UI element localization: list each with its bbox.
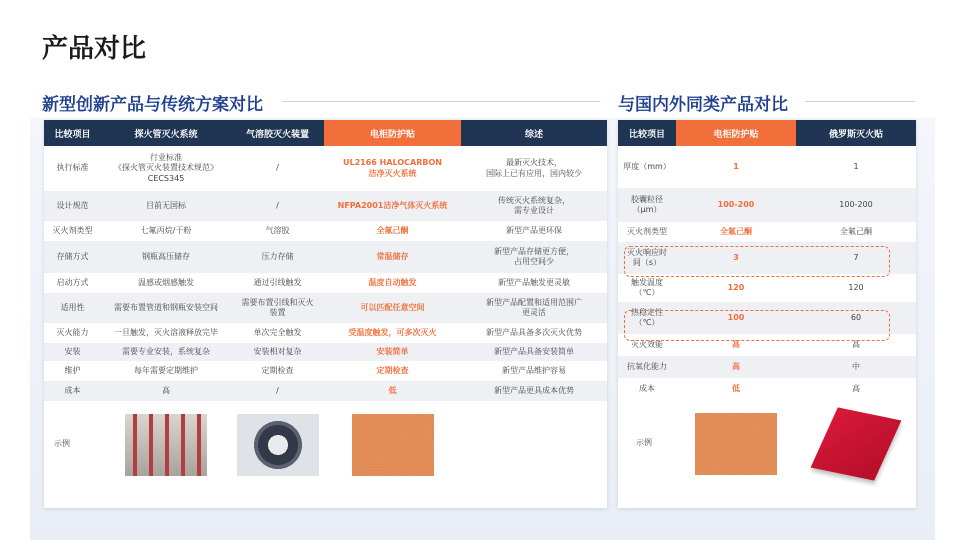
table-row [618,222,916,242]
table-cell: 需要布置管道和钢瓶安装空间 [101,293,231,323]
table-cell: 60 [796,302,916,334]
highlight-cell: 1 [733,161,739,171]
row-label-cell: 灭火效能 [631,339,663,349]
header-cell: 比较项目 [44,120,101,146]
table-cell: 定期检查 [261,365,294,375]
table-cell: 气溶胶 [265,225,290,235]
right-title-divider [805,101,915,102]
table-row [618,146,916,188]
table-cell: 安装相对复杂 [231,343,324,361]
table-header-row [44,120,607,146]
table-cell: 高 [101,381,231,401]
table-header-row [618,120,916,146]
table-cell: 新型产品触发更灵敏 [498,277,570,287]
table-cell: 需要布置引线和灭火 装置 [231,293,324,323]
row-label-cell: 灭火响应时 间（s） [618,242,676,274]
table-row [618,378,916,400]
table-cell: 最新灭火技术， 国际上已有应用，国内较少 [486,158,582,178]
row-label-cell: 维护 [64,365,81,375]
table-cell: 中 [796,356,916,378]
header-cell: 比较项目 [618,120,676,146]
highlight-cell: 高 [676,356,796,378]
row-label-cell: 胶囊粒径 （μm） [618,188,676,222]
cabinet-patch-image [695,413,777,475]
right-section-title: 与国内外同类产品对比 [618,95,788,115]
table-row [618,188,916,222]
aerosol-device-image [237,414,319,476]
table-row [44,361,607,381]
table-cell: 全氟己酮 [840,226,872,236]
table-row [618,274,916,302]
example-label: 示例 [54,439,70,449]
left-comparison-panel [44,120,607,508]
highlight-cell: 全氟己酮 [720,226,752,236]
example-row [44,401,607,488]
table-row [44,191,607,221]
highlight-cell: 低 [324,381,461,401]
row-label-cell: 成本 [44,381,101,401]
example-row [618,400,916,487]
row-label-cell: 适用性 [44,293,101,323]
table-cell: 需要专业安装，系统复杂 [101,343,231,361]
right-comparison-table [618,120,916,487]
row-label-cell: 热稳定性 （℃） [618,302,676,334]
highlight-cell: 120 [727,282,745,292]
row-label-cell: 启动方式 [56,277,89,287]
table-cell: 温感或烟感触发 [138,277,194,287]
left-title-divider [282,101,600,102]
header-cell-highlight: 电柜防护贴 [676,120,796,146]
highlight-box-thermal-stability [624,310,890,341]
highlight-cell: 100 [676,302,796,334]
row-label-cell: 触发温度 （℃） [631,277,663,297]
russian-fire-patch-image [811,407,902,480]
table-row [44,273,607,293]
table-cell: 行业标准 《探火管灭火装置技术规范》 CECS345 [114,152,218,183]
row-label-cell: 灭火剂类型 [627,226,667,236]
table-cell: / [231,191,324,221]
highlight-cell: 全氟己酮 [376,225,409,235]
table-row [44,241,607,273]
table-row [44,381,607,401]
row-label-cell: 安装 [44,343,101,361]
table-cell: 压力存储 [231,241,324,273]
highlight-cell: 温度自动触发 [368,277,417,287]
table-cell: 单次完全触发 [253,327,302,337]
highlight-cell: 3 [676,242,796,274]
row-label-cell: 成本 [639,383,655,393]
table-row [618,356,916,378]
table-cell: 120 [848,282,864,292]
highlight-cell: 安装简单 [324,343,461,361]
table-cell: / [231,381,324,401]
header-cell: 气溶胶灭火装置 [231,120,324,146]
row-label-cell: 灭火剂类型 [52,225,93,235]
row-label-cell: 设计规范 [44,191,101,221]
row-label-cell: 抗氧化能力 [618,356,676,378]
header-cell: 综述 [461,120,607,146]
table-cell: 目前无国标 [101,191,231,221]
highlight-cell: 可以匹配任意空间 [324,293,461,323]
table-cell: 高 [852,383,860,393]
header-cell-highlight: 电柜防护贴 [324,120,461,146]
highlight-cell: 定期检查 [376,365,409,375]
table-cell: 100-200 [796,188,916,222]
table-cell: 高 [852,339,860,349]
highlight-cell: NFPA2001洁净气体灭火系统 [324,191,461,221]
table-row [44,221,607,241]
highlight-cell: 受温度触发，可多次灭火 [348,327,437,337]
table-cell: 新型产品维护容易 [502,365,566,375]
header-cell: 探火管灭火系统 [101,120,231,146]
highlight-box-response-time [624,246,890,277]
table-cell: 1 [853,161,859,171]
table-cell: 新型产品配置和适用范围广 更灵活 [461,293,607,323]
table-cell: / [276,163,279,173]
cabinet-patch-image [352,414,434,476]
table-cell: 新型产品更具成本优势 [461,381,607,401]
row-label-cell: 执行标准 [56,163,89,173]
row-label-cell: 灭火能力 [56,327,89,337]
header-cell: 俄罗斯灭火贴 [796,120,916,146]
table-cell: 传统灭火系统复杂， 需专业设计 [461,191,607,221]
table-row [44,343,607,361]
page-title: 产品对比 [42,34,147,64]
fire-pipe-system-image [125,414,207,476]
table-cell: 新型产品具备多次灭火优势 [486,327,582,337]
table-cell: 新型产品存储更方便， 占用空间少 [461,241,607,273]
highlight-cell: UL2166 HALOCARBON 洁净灭火系统 [343,158,442,178]
table-cell: 7 [796,242,916,274]
left-comparison-table [44,120,607,488]
table-cell: 新型产品更环保 [506,225,562,235]
highlight-cell: 100-200 [676,188,796,222]
table-cell: 七氟丙烷/干粉 [140,225,192,235]
table-cell: 每年需要定期维护 [134,365,198,375]
table-row [44,146,607,191]
table-row [44,293,607,323]
left-section-title: 新型创新产品与传统方案对比 [42,95,263,115]
highlight-cell: 常温储存 [324,241,461,273]
highlight-cell: 高 [732,339,740,349]
table-cell: 通过引线触发 [253,277,302,287]
highlight-cell: 低 [732,383,740,393]
row-label-cell: 存储方式 [44,241,101,273]
table-row [44,323,607,343]
example-label: 示例 [636,438,652,448]
row-label-cell: 厚度（mm） [623,161,671,171]
table-cell: 钢瓶高压储存 [101,241,231,273]
table-cell: 一旦触发，灭火溶液释放完毕 [114,327,218,337]
table-cell: 新型产品具备安装简单 [461,343,607,361]
